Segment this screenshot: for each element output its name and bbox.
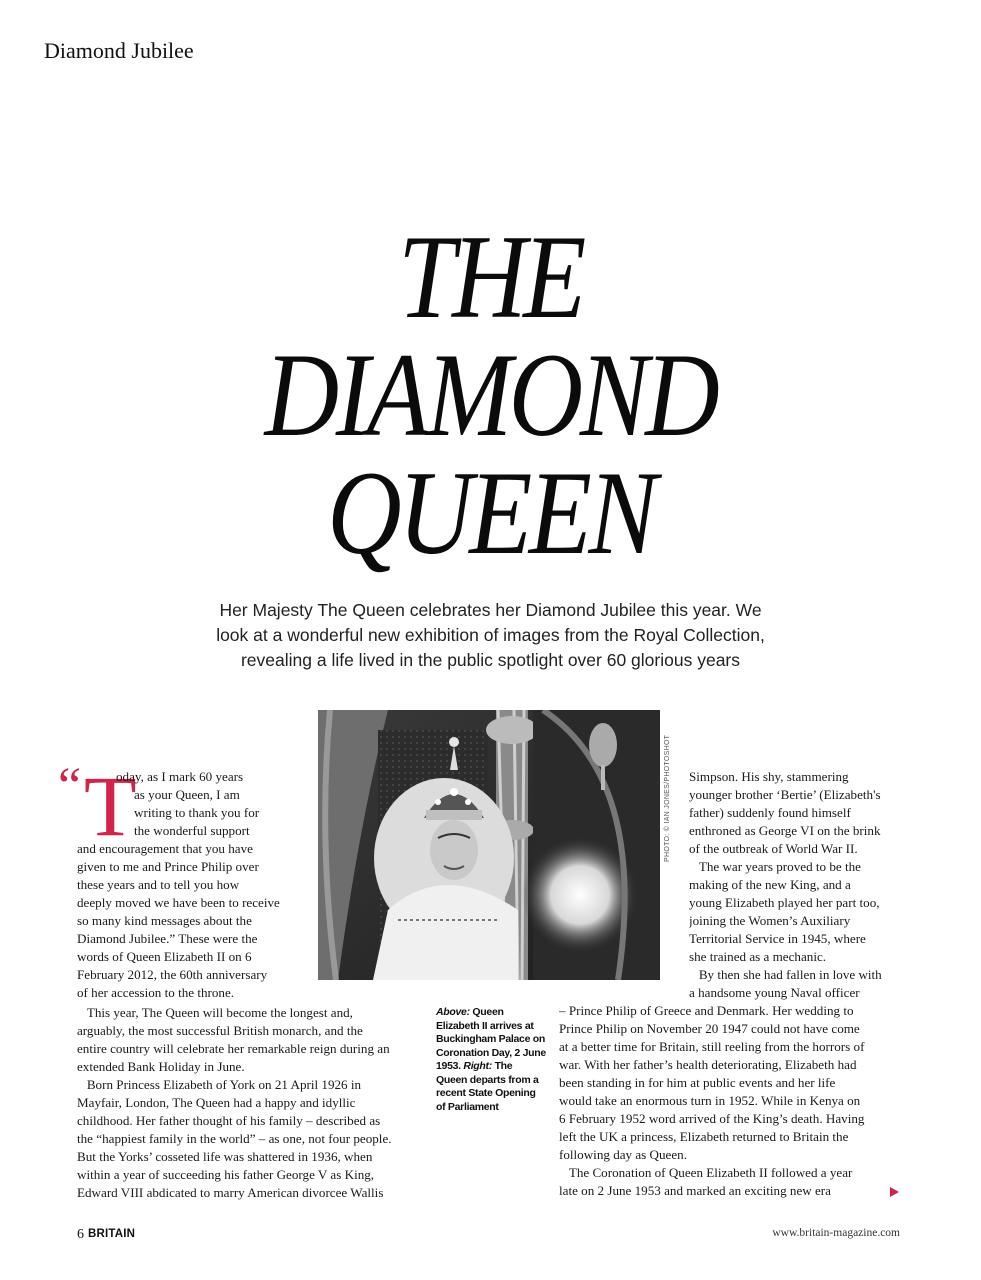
body-line: the “happiest family in the world” – as one, not four people. [77, 1131, 392, 1146]
body-line: making of the new King, and a [689, 877, 851, 892]
body-line: 6 February 1952 word arrived of the King’s death. Having [559, 1111, 865, 1126]
body-line: arguably, the most successful British monarch, and the [77, 1023, 363, 1038]
body-line: she trained as a mechanic. [689, 949, 827, 964]
photo-caption [436, 1006, 546, 1114]
body-line: of the outbreak of World War II. [689, 841, 858, 856]
body-line: given to me and Prince Philip over [77, 859, 259, 874]
standfirst-line-1: Her Majesty The Queen celebrates her Diamond Jubilee this year. We [219, 600, 762, 620]
article-col2 [689, 768, 904, 1002]
body-line: a handsome young Naval officer [689, 985, 860, 1000]
body-line: extended Bank Holiday in June. [77, 1059, 245, 1074]
body-line: young Elizabeth played her part too, [689, 895, 880, 910]
body-line: entire country will celebrate her remarkable reign during an [77, 1041, 390, 1056]
magazine-name: BRITAIN [88, 1228, 136, 1240]
body-line: The Coronation of Queen Elizabeth II followed a year [559, 1165, 853, 1180]
body-line: these years and to tell you how [77, 877, 240, 892]
open-quote-mark: “ [58, 758, 82, 815]
body-line: oday, as I mark 60 years [116, 769, 244, 784]
caption-above-text: Queen Elizabeth II arrives at Buckingham Palace on Coronation Day, 2 June 1953. [436, 1006, 546, 1072]
article-col1 [77, 840, 315, 1002]
drop-cap: T [84, 758, 137, 854]
caption-above-label: Above: [436, 1006, 470, 1018]
headline-line-1: THE [398, 210, 583, 343]
body-line: Diamond Jubilee.” These were the [77, 931, 258, 946]
body-line: war. With her father’s health deteriorating, Elizabeth had [559, 1057, 857, 1072]
body-line: Simpson. His shy, stammering [689, 769, 849, 784]
photo-credit: PHOTO: © IAN JONES/PHOTOSHOT [664, 734, 671, 862]
caption-right-text: The Queen departs from a recent State Opening of Parliament [436, 1060, 539, 1113]
standfirst-line-3: revealing a life lived in the public spotlight over 60 glorious years [240, 650, 741, 670]
body-line: Born Princess Elizabeth of York on 21 April 1926 in [77, 1077, 362, 1092]
caption-right-label: Right: [463, 1060, 492, 1072]
body-line: the wonderful support [134, 823, 250, 838]
body-line: The war years proved to be the [689, 859, 861, 874]
body-line: deeply moved we have been to receive [77, 895, 280, 910]
body-line: This year, The Queen will become the longest and, [77, 1005, 353, 1020]
body-line: following day as Queen. [559, 1147, 687, 1162]
body-line: would take an enormous turn in 1952. While in Kenya on [559, 1093, 861, 1108]
body-line: words of Queen Elizabeth II on 6 [77, 949, 252, 964]
body-line: left the UK a princess, Elizabeth returned to Britain the [559, 1129, 849, 1144]
body-line: – Prince Philip of Greece and Denmark. Her wedding to [559, 1003, 854, 1018]
body-line: so many kind messages about the [77, 913, 252, 928]
body-line: childhood. Her father thought of his family – described as [77, 1113, 381, 1128]
headline [69, 210, 913, 579]
body-line: By then she had fallen in love with [689, 967, 882, 982]
body-line: at a better time for Britain, still reeling from the horrors of [559, 1039, 865, 1054]
article-col2-wide [559, 1002, 904, 1200]
standfirst [170, 598, 811, 673]
headline-line-3: QUEEN [327, 446, 654, 579]
body-line: younger brother ‘Bertie’ (Elizabeth's [689, 787, 881, 802]
headline-line-2: DIAMOND [264, 328, 717, 461]
section-tag: Diamond Jubilee [44, 38, 194, 63]
body-line: Prince Philip on November 20 1947 could not have come [559, 1021, 860, 1036]
coronation-photo [318, 710, 660, 980]
body-line: Territorial Service in 1945, where [689, 931, 866, 946]
body-line: and encouragement that you have [77, 841, 253, 856]
body-line: as your Queen, I am [134, 787, 240, 802]
body-line: late on 2 June 1953 and marked an exciting new era [559, 1183, 831, 1198]
body-line: been standing in for him at public events and her life [559, 1075, 836, 1090]
body-line: Edward VIII abdicated to marry American divorcee Wallis [77, 1185, 384, 1200]
body-line: February 2012, the 60th anniversary [77, 967, 268, 982]
body-line: writing to thank you for [134, 805, 260, 820]
body-line: enthroned as George VI on the brink [689, 823, 881, 838]
body-line: joining the Women’s Auxiliary [689, 913, 851, 928]
continue-arrow-icon [890, 1187, 899, 1197]
body-line: But the Yorks’ cosseted life was shattered in 1936, when [77, 1149, 373, 1164]
website-url: www.britain-magazine.com [772, 1227, 900, 1239]
article-col1-wide [77, 1004, 422, 1202]
body-line: father) suddenly found himself [689, 805, 851, 820]
article-col1-top [116, 768, 316, 840]
body-line: of her accession to the throne. [77, 985, 235, 1000]
standfirst-line-2: look at a wonderful new exhibition of images from the Royal Collection, [216, 625, 765, 645]
page-number: 6 [77, 1227, 84, 1242]
body-line: Mayfair, London, The Queen had a happy and idyllic [77, 1095, 356, 1110]
body-line: within a year of succeeding his father George V as King, [77, 1167, 375, 1182]
